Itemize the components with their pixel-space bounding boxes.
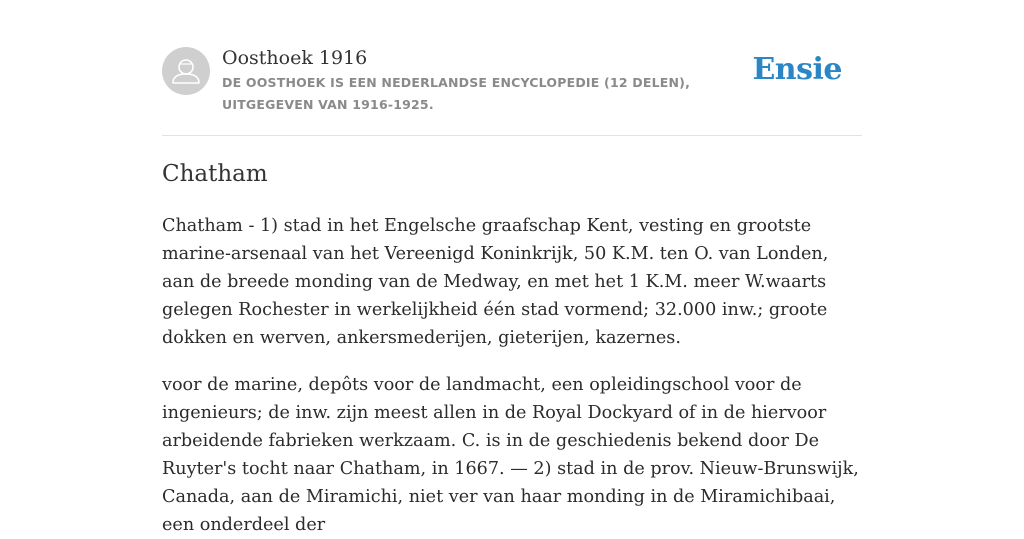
source-header (162, 47, 862, 117)
ensie-logo[interactable]: Ensie (752, 52, 842, 87)
page (162, 0, 862, 535)
avatar-silhouette-icon (162, 47, 210, 95)
user-avatar-icon[interactable] (162, 47, 210, 95)
header-divider (162, 135, 862, 136)
entry-paragraph-1: Chatham - 1) stad in het Engelsche graafschap Kent, vesting en grootste marine-arsenaal van het Vereenigd Koninkrijk, 50 K.M. ten O. van Londen, aan de breede monding van de Medway, en met het 1 K.M. meer W.waarts gelegen Rochester in werkelijkheid één stad vormend; 32.000 inw.; groote dokken en werven, ankersmederijen, gieterijen, kazernes. (162, 216, 829, 348)
source-description: DE OOSTHOEK IS EEN NEDERLANDSE ENCYCLOPEDIE (12 DELEN), UITGEGEVEN VAN 1916-1925. (222, 75, 691, 112)
entry-title: Chatham (162, 161, 268, 187)
entry-paragraph-2: voor de marine, depôts voor de landmacht, een opleidingschool voor de ingenieurs; de inw. zijn meest allen in de Royal Dockyard of in de hiervoor arbeidende fabrieken werkzaam. C. is in de geschiedenis bekend door De Ruyter's tocht naar Chatham, in 1667. — 2) stad in de prov. Nieuw-Brunswijk, Canada, aan de Miramichi, niet ver van haar monding in de Miramichibaai, een onderdeel der (162, 375, 859, 535)
source-title[interactable]: Oosthoek 1916 (222, 47, 368, 69)
